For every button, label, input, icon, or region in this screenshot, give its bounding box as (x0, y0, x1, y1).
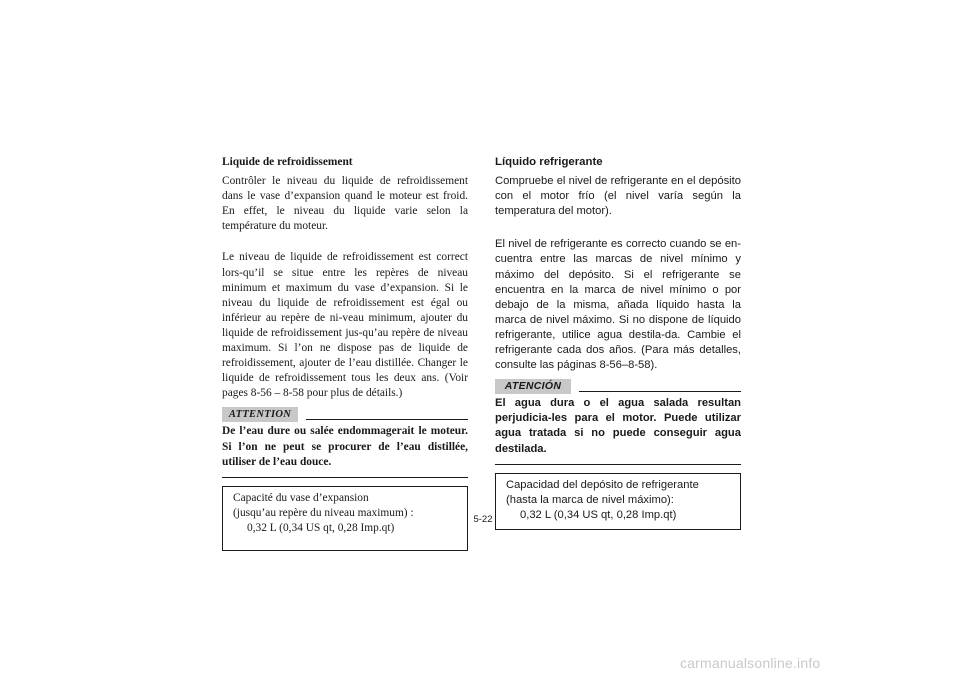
spanish-capacity-box (495, 473, 741, 530)
spanish-paragraph-1: Compruebe el nivel de refrigerante en el depósito con el motor frío (el nivel varía según la temperatura del motor). (495, 175, 741, 218)
spanish-attention-line (579, 391, 741, 392)
french-attention-header (222, 407, 468, 422)
spanish-attention-header (495, 379, 741, 394)
french-capacity-box (222, 486, 468, 551)
french-capacity-subtitle: (jusqu’au repère du niveau maximum) : (233, 506, 414, 519)
spanish-capacity-subtitle: (hasta la marca de nivel máximo): (506, 493, 674, 506)
spanish-warning-divider (495, 464, 741, 465)
watermark: carmanualsonline.info (680, 655, 821, 671)
spanish-heading: Líquido refrigerante (495, 156, 603, 168)
spanish-capacity-title: Capacidad del depósito de refrigerante (506, 478, 699, 491)
spanish-attention-badge: ATENCIÓN (495, 379, 571, 394)
french-warning-text: De l’eau dure ou salée endommagerait le moteur. Si l’on ne peut se procurer de l’eau distillée, utiliser de l’eau douce. (222, 425, 468, 468)
french-attention-line (306, 419, 468, 420)
spanish-column (495, 155, 741, 530)
page-number: 5-22 (473, 514, 493, 525)
french-warning-divider (222, 477, 468, 478)
french-attention-badge: ATTENTION (222, 407, 298, 422)
french-column (222, 155, 468, 551)
french-capacity-value: 0,32 L (0,34 US qt, 0,28 Imp.qt) (247, 521, 395, 534)
french-heading: Liquide de refroidissement (222, 156, 353, 168)
spanish-capacity-value: 0,32 L (0,34 US qt, 0,28 Imp.qt) (520, 508, 677, 521)
french-paragraph-1: Contrôler le niveau du liquide de refroidissement dans le vase d’expansion quand le moteur est froid. En effet, le niveau du liquide varie selon la température du moteur. (222, 175, 468, 233)
spanish-warning-text: El agua dura o el agua salada resultan perjudicia-les para el motor. Puede utilizar agua tratada si no puede conseguir agua destilada. (495, 397, 741, 455)
spanish-paragraph-2: El nivel de refrigerante es correcto cuando se en-cuentra entre las marcas de nivel mínimo y máximo del depósito. Si el refrigerante se encuentra en la marca de nivel mínimo o por debajo de la misma, añada líquido hasta la marca de nivel máximo. Si no dispone de líquido refrigerante, utilice agua destila-da. Cambie el refrigerante cada dos años. (Para más detalles, consulte las páginas 8-56–8-58). (495, 238, 741, 372)
french-paragraph-2: Le niveau de liquide de refroidissement est correct lors-qu’il se situe entre les repères de niveau minimum et maximum du vase d’expansion. Si le niveau du liquide de refroidissement est égal ou inférieur au repère de ni-veau minimum, ajouter du liquide de refroidissement jus-qu’au repère de niveau maximum. Si l’on ne dispose pas de liquide de refroidissement, ajouter de l’eau distillée. Changer le liquide de refroidissement tous les deux ans. (Voir pages 8-56 – 8-58 pour plus de détails.) (222, 251, 468, 400)
french-capacity-title: Capacité du vase d’expansion (233, 491, 369, 504)
